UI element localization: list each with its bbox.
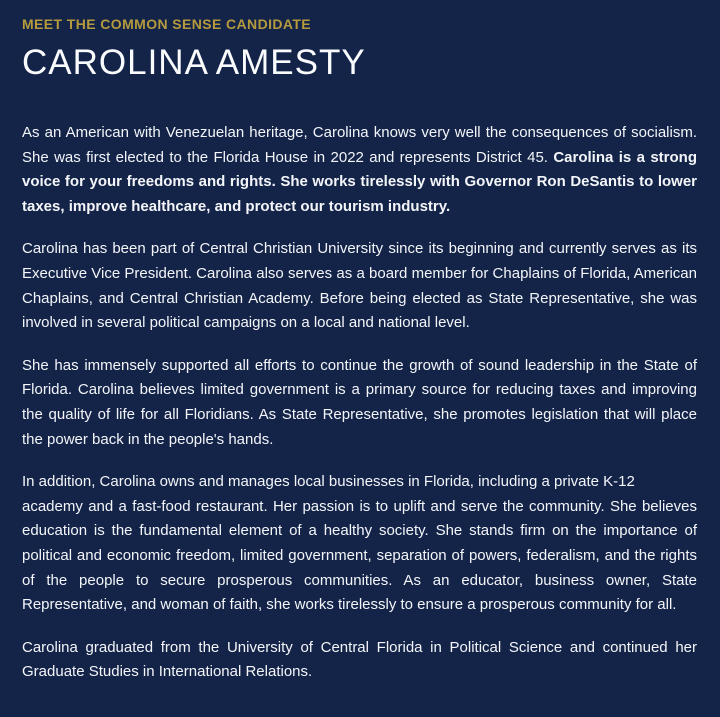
bio-text-run: Carolina is a strong voice for your freedoms and rights. She works tirelessly with Governor Ron DeSantis to lower taxes, improve healthcare, and protect our tourism industry. bbox=[22, 148, 697, 215]
bio-paragraph bbox=[22, 237, 697, 335]
bio-paragraph bbox=[22, 121, 697, 219]
bio-paragraph bbox=[22, 636, 697, 685]
bio-text-run: She has immensely supported all efforts to continue the growth of sound leadership in the State of Florida. Carolina believes limited government is a primary source for reducing taxes and improving the quality of life for all Floridians. As State Representative, she promotes legislation that will place the power back in the people's hands. bbox=[22, 356, 697, 448]
bio-text-run: As an American with Venezuelan heritage, Carolina knows very well the consequences of socialism. She was first elected to the Florida House in 2022 and represents District 45. bbox=[22, 124, 697, 166]
page-title: CAROLINA AMESTY bbox=[22, 42, 366, 82]
bio-text-run: Carolina has been part of Central Christian University since its beginning and currently serves as its Executive Vice President. Carolina also serves as a board member for Chaplains of Florida, American Chaplains, and Central Christian Academy. Before being elected as State Representative, she was involved in several political campaigns on a local and national level. bbox=[22, 240, 697, 332]
bio-text bbox=[22, 121, 697, 685]
bio-text-run: In addition, Carolina owns and manages local businesses in Florida, including a private K-12 bbox=[22, 473, 635, 491]
bio-paragraph bbox=[22, 354, 697, 452]
section-eyebrow: MEET THE COMMON SENSE CANDIDATE bbox=[22, 16, 312, 32]
bio-text-run: academy and a fast-food restaurant. Her passion is to uplift and serve the community. She believes education is the fundamental element of a healthy society. She stands firm on the importance of political and economic freedom, limited government, separation of powers, federalism, and the rights of the people to secure prosperous communities. As an educator, business owner, State Representative, and woman of faith, she works tirelessly to ensure a prosperous community for all. bbox=[22, 497, 697, 614]
bio-text-run: Carolina graduated from the University of Central Florida in Political Science and continued her Graduate Studies in International Relations. bbox=[22, 638, 697, 681]
bio-paragraph bbox=[22, 470, 697, 618]
